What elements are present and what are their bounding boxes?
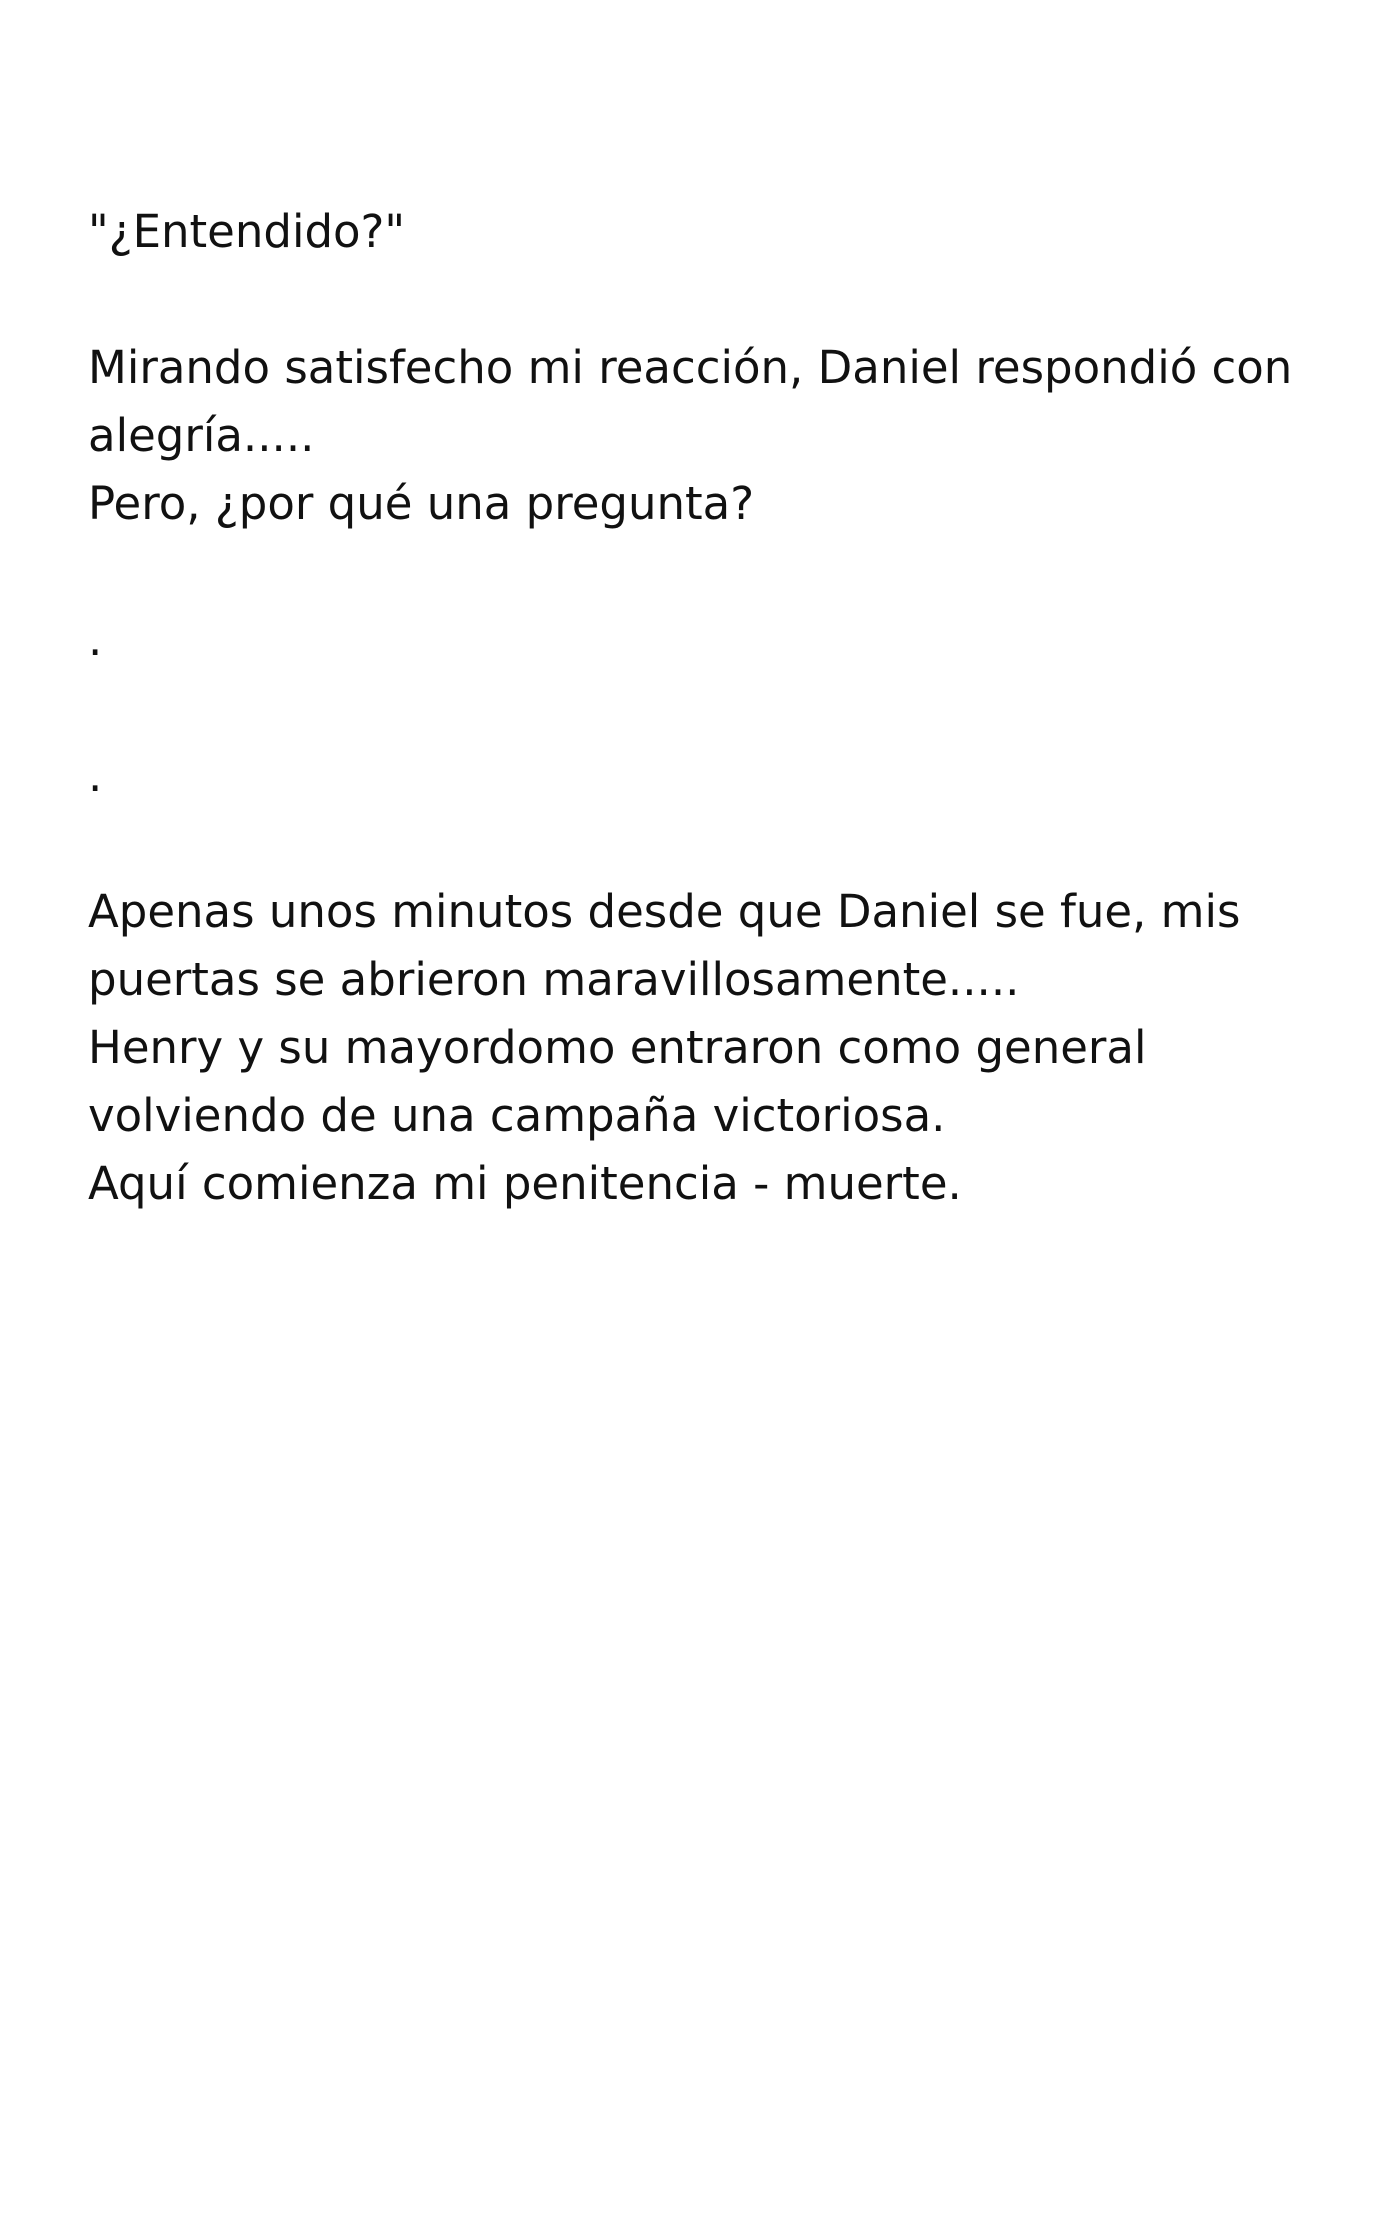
paragraph-line: Apenas unos minutos desde que Daniel se fue, mis — [88, 885, 1241, 938]
blank-line — [88, 538, 1338, 606]
paragraph-line: puertas se abrieron maravillosamente..... — [88, 953, 1020, 1006]
blank-line — [88, 674, 1338, 742]
paragraph-line: volviendo de una campaña victoriosa. — [88, 1089, 946, 1142]
separator-dot: . — [88, 613, 103, 666]
story-text — [88, 198, 1338, 1218]
paragraph-line: Pero, ¿por qué una pregunta? — [88, 477, 755, 530]
separator-dot: . — [88, 749, 103, 802]
blank-line — [88, 266, 1338, 334]
paragraph-line: Henry y su mayordomo entraron como general — [88, 1021, 1147, 1074]
paragraph-line: Aquí comienza mi penitencia - muerte. — [88, 1157, 962, 1210]
dialogue-line: "¿Entendido?" — [88, 205, 406, 258]
blank-line — [88, 810, 1338, 878]
paragraph-line: Mirando satisfecho mi reacción, Daniel respondió con — [88, 341, 1293, 394]
paragraph-line: alegría..... — [88, 409, 315, 462]
